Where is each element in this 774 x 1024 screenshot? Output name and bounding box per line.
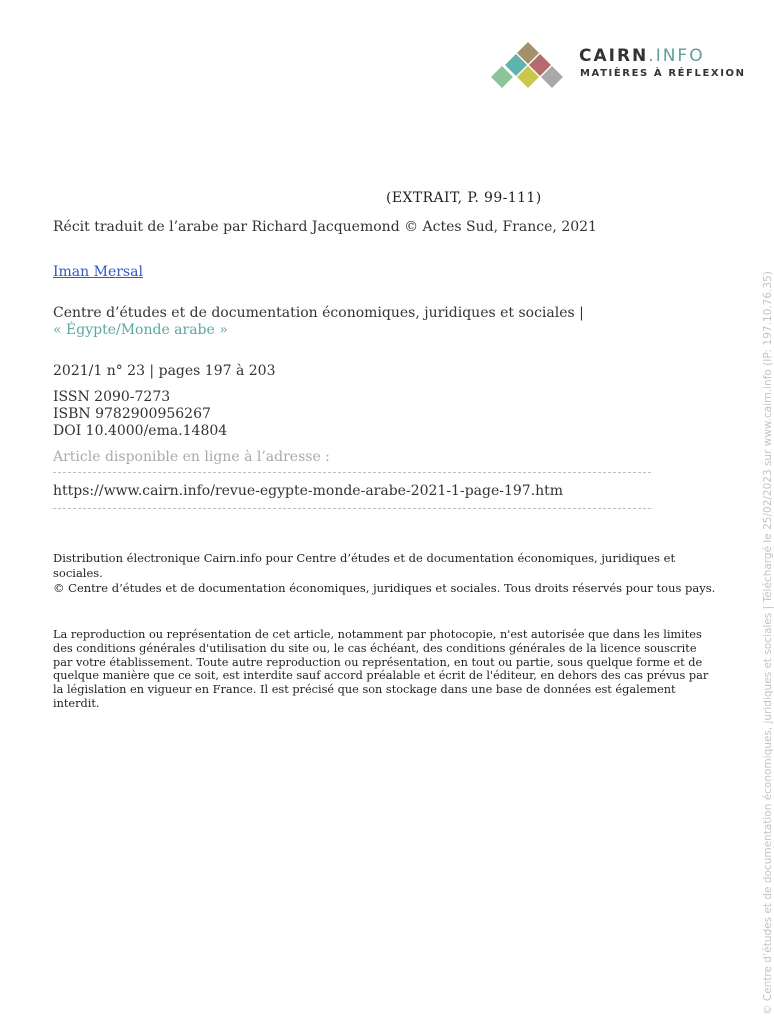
available-label: Article disponible en ligne à l’adresse : [53, 449, 330, 465]
distribution-notice [53, 551, 718, 596]
author-link[interactable]: Iman Mersal [53, 264, 143, 280]
logo-wordmark: CAIRN.INFO [579, 46, 705, 66]
cairn-logo[interactable] [486, 40, 746, 92]
logo-diamonds-icon [486, 40, 570, 92]
publisher-name: Centre d’études et de documentation économiques, juridiques et sociales | [53, 305, 584, 321]
download-watermark: © Centre d’études et de documentation économiques, juridiques et sociales | Téléchargé le 25/02/2023 sur www.cairn.info (IP: 197.10.76.35) [762, 271, 774, 1015]
issue-info: 2021/1 n° 23 | pages 197 à 203 [53, 363, 276, 379]
divider-bottom [53, 508, 651, 509]
reproduction-text: La reproduction ou représentation de cet article, notamment par photocopie, n'est autorisée que dans les limites des conditions générales d'utilisation du site ou, le cas échéant, des conditions générales de la licence souscrite par votre établissement. Toute autre reproduction ou représentation, en tout ou partie, sous quelque forme et de quelque manière que ce soit, est interdite sauf accord préalable et écrit de l'éditeur, en dehors des cas prévus par la législation en vigueur en France. Il est précisé que son stockage dans une base de données est également interdit. [53, 628, 709, 710]
reproduction-notice [53, 628, 718, 711]
doi: DOI 10.4000/ema.14804 [53, 423, 228, 439]
article-title: (EXTRAIT, P. 99-111) [386, 190, 542, 206]
journal-link[interactable]: « Égypte/Monde arabe » [53, 322, 228, 338]
distribution-text: Distribution électronique Cairn.info pour Centre d’études et de documentation économiques, juridiques et sociales. [53, 551, 676, 580]
issn: ISSN 2090-7273 [53, 389, 171, 405]
divider-top [53, 472, 651, 473]
logo-tagline: MATIÈRES À RÉFLEXION [580, 68, 746, 79]
copyright-text: © Centre d’études et de documentation économiques, juridiques et sociales. Tous droits réservés pour tous pays. [53, 581, 716, 595]
isbn: ISBN 9782900956267 [53, 406, 211, 422]
article-url[interactable]: https://www.cairn.info/revue-egypte-monde-arabe-2021-1-page-197.htm [53, 483, 564, 499]
translation-credit: Récit traduit de l’arabe par Richard Jacquemond © Actes Sud, France, 2021 [53, 219, 597, 235]
